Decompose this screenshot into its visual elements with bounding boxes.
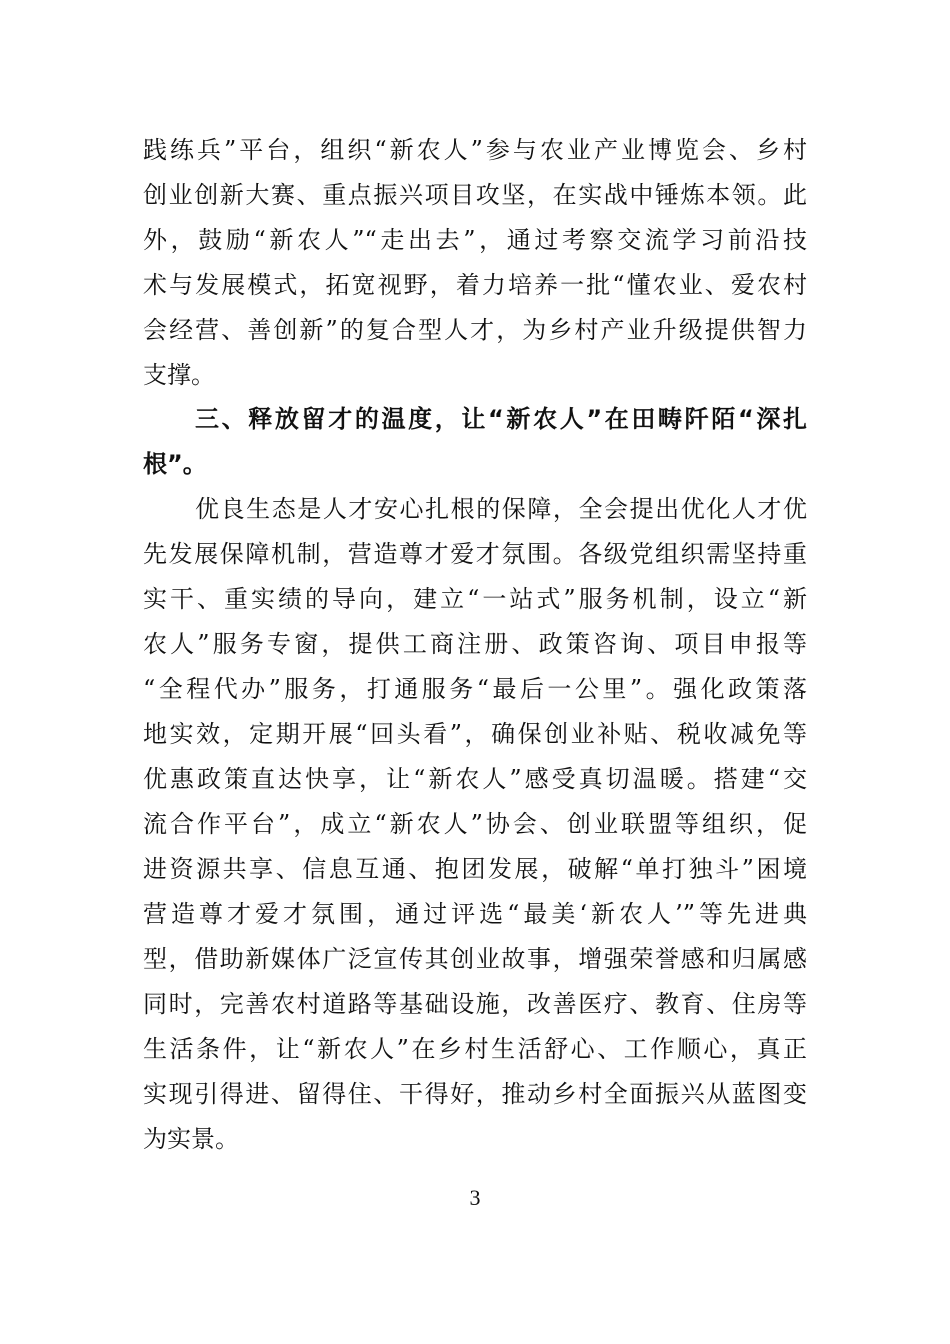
paragraph-line: 优惠政策直达快享，让“新农人”感受真切温暖。搭建“交 xyxy=(143,765,807,793)
paragraph-line: 地实效，定期开展“回头看”，确保创业补贴、税收减免等 xyxy=(143,720,807,748)
paragraph-line: “全程代办”服务，打通服务“最后一公里”。强化政策落 xyxy=(143,675,807,703)
section-heading-line: 根”。 xyxy=(143,450,207,478)
paragraph-line: 术与发展模式，拓宽视野，着力培养一批“懂农业、爱农村 xyxy=(143,271,807,299)
paragraph-line: 为实景。 xyxy=(143,1125,239,1153)
paragraph-line: 生活条件，让“新农人”在乡村生活舒心、工作顺心，真正 xyxy=(143,1035,807,1063)
paragraph-line: 先发展保障机制，营造尊才爱才氛围。各级党组织需坚持重 xyxy=(143,540,807,568)
paragraph-line: 会经营、善创新”的复合型人才，为乡村产业升级提供智力 xyxy=(143,316,807,344)
paragraph-line: 外，鼓励“新农人”“走出去”，通过考察交流学习前沿技 xyxy=(143,226,807,254)
paragraph-line: 实干、重实绩的导向，建立“一站式”服务机制，设立“新 xyxy=(143,585,807,613)
paragraph-line: 型，借助新媒体广泛宣传其创业故事，增强荣誉感和归属感 xyxy=(143,945,807,973)
section-heading-line: 三、释放留才的温度，让“新农人”在田畴阡陌“深扎 xyxy=(195,405,807,433)
paragraph-line: 实现引得进、留得住、干得好，推动乡村全面振兴从蓝图变 xyxy=(143,1080,807,1108)
paragraph-line: 践练兵”平台，组织“新农人”参与农业产业博览会、乡村 xyxy=(143,136,807,164)
paragraph-line: 同时，完善农村道路等基础设施，改善医疗、教育、住房等 xyxy=(143,990,807,1018)
paragraph-line: 进资源共享、信息互通、抱团发展，破解“单打独斗”困境 xyxy=(143,855,807,883)
paragraph-line: 流合作平台”，成立“新农人”协会、创业联盟等组织，促 xyxy=(143,810,807,838)
paragraph-line: 支撑。 xyxy=(143,361,215,389)
paragraph-line: 营造尊才爱才氛围，通过评选“最美‘新农人’”等先进典 xyxy=(143,900,807,928)
paragraph-line: 优良生态是人才安心扎根的保障，全会提出优化人才优 xyxy=(195,495,807,523)
paragraph-line: 创业创新大赛、重点振兴项目攻坚，在实战中锤炼本领。此 xyxy=(143,181,807,209)
page-number: 3 xyxy=(469,1185,481,1210)
paragraph-line: 农人”服务专窗，提供工商注册、政策咨询、项目申报等 xyxy=(143,630,807,658)
